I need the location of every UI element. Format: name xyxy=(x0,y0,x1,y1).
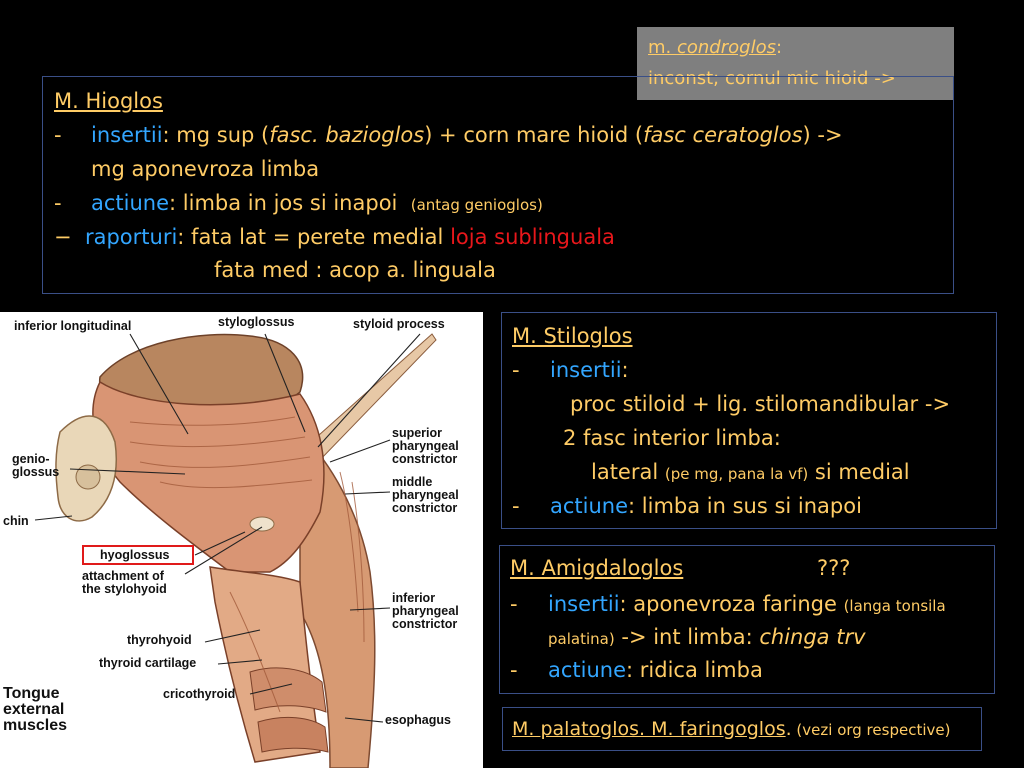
stiloglos-line1: proc stiloid + lig. stilomandibular -> xyxy=(570,392,951,416)
hioglos-box xyxy=(42,76,954,294)
label-thyrohyoid: thyrohyoid xyxy=(127,633,192,647)
anatomy-drawing xyxy=(0,312,483,768)
amigdaloglos-actiune: actiune: ridica limba xyxy=(548,658,763,682)
stiloglos-line2: 2 fasc interior limba: xyxy=(563,426,781,450)
label-chin: chin xyxy=(3,514,29,528)
amigdaloglos-insertii: insertii: aponevroza faringe (langa tonsila xyxy=(548,592,946,616)
hioglos-raporturi-line2: fata med : acop a. linguala xyxy=(214,258,496,282)
amigdaloglos-title: M. Amigdaloglos xyxy=(510,556,684,580)
label-middle-pharyngeal-constrictor: middle pharyngeal constrictor xyxy=(392,475,459,515)
stiloglos-box xyxy=(501,312,997,529)
stiloglos-actiune-dash: - xyxy=(512,494,520,518)
hioglos-insertii: - xyxy=(54,123,62,147)
label-genioglossus: genio- glossus xyxy=(12,452,60,479)
label-attachment-stylohyoid: attachment of the stylohyoid xyxy=(82,569,167,596)
stiloglos-actiune: actiune: limba in sus si inapoi xyxy=(550,494,862,518)
hioglos-actiune: actiune: limba in jos si inapoi (antag genioglos) xyxy=(91,191,543,215)
label-thyroid-cartilage: thyroid cartilage xyxy=(99,656,197,670)
tongue-muscles-illustration xyxy=(0,312,483,768)
hioglos-insertii-line2: mg aponevroza limba xyxy=(91,157,320,181)
label-cricothyroid: cricothyroid xyxy=(163,687,236,701)
amigdaloglos-qmarks: ??? xyxy=(817,556,851,580)
palatoglos-box xyxy=(502,707,982,751)
amigdaloglos-title-row xyxy=(510,556,683,580)
hioglos-insertii-text: insertii: mg sup (fasc. bazioglos) + corn mare hioid (fasc ceratoglos) -> xyxy=(91,123,843,147)
amigdaloglos-box xyxy=(499,545,995,694)
palatoglos-text: M. palatoglos. M. faringoglos. (vezi org respective) xyxy=(512,718,951,740)
stiloglos-insertii-dash: - xyxy=(512,358,520,382)
label-styloglossus: styloglossus xyxy=(218,315,295,329)
figure-caption: Tongue external muscles xyxy=(3,685,68,734)
label-hyoglossus: hyoglossus xyxy=(100,548,170,562)
note-muscle-name: condroglos xyxy=(676,37,776,58)
hioglos-raporturi: − raporturi: fata lat = perete medial loja sublinguala xyxy=(54,225,615,249)
amigdaloglos-insertii-dash: - xyxy=(510,592,518,616)
label-inferior-longitudinal: inferior longitudinal xyxy=(14,319,132,333)
stiloglos-lateral: lateral (pe mg, pana la vf) si medial xyxy=(591,460,910,484)
note-title: m. condroglos: xyxy=(648,37,783,58)
label-superior-pharyngeal-constrictor: superior pharyngeal constrictor xyxy=(392,426,459,466)
amigdaloglos-actiune-dash: - xyxy=(510,658,518,682)
hioglos-title: M. Hioglos xyxy=(54,89,163,113)
note-line2: inconst; cornul mic hioid -> xyxy=(648,68,896,89)
label-styloid-process: styloid process xyxy=(353,317,445,331)
label-inferior-pharyngeal-constrictor: inferior pharyngeal constrictor xyxy=(392,591,459,631)
label-esophagus: esophagus xyxy=(385,713,451,727)
stiloglos-insertii: insertii: xyxy=(550,358,629,382)
stiloglos-title: M. Stiloglos xyxy=(512,324,633,348)
amigdaloglos-insertii-line2: palatina) -> int limba: chinga trv xyxy=(548,625,866,649)
hioglos-actiune-dash: - xyxy=(54,191,62,215)
